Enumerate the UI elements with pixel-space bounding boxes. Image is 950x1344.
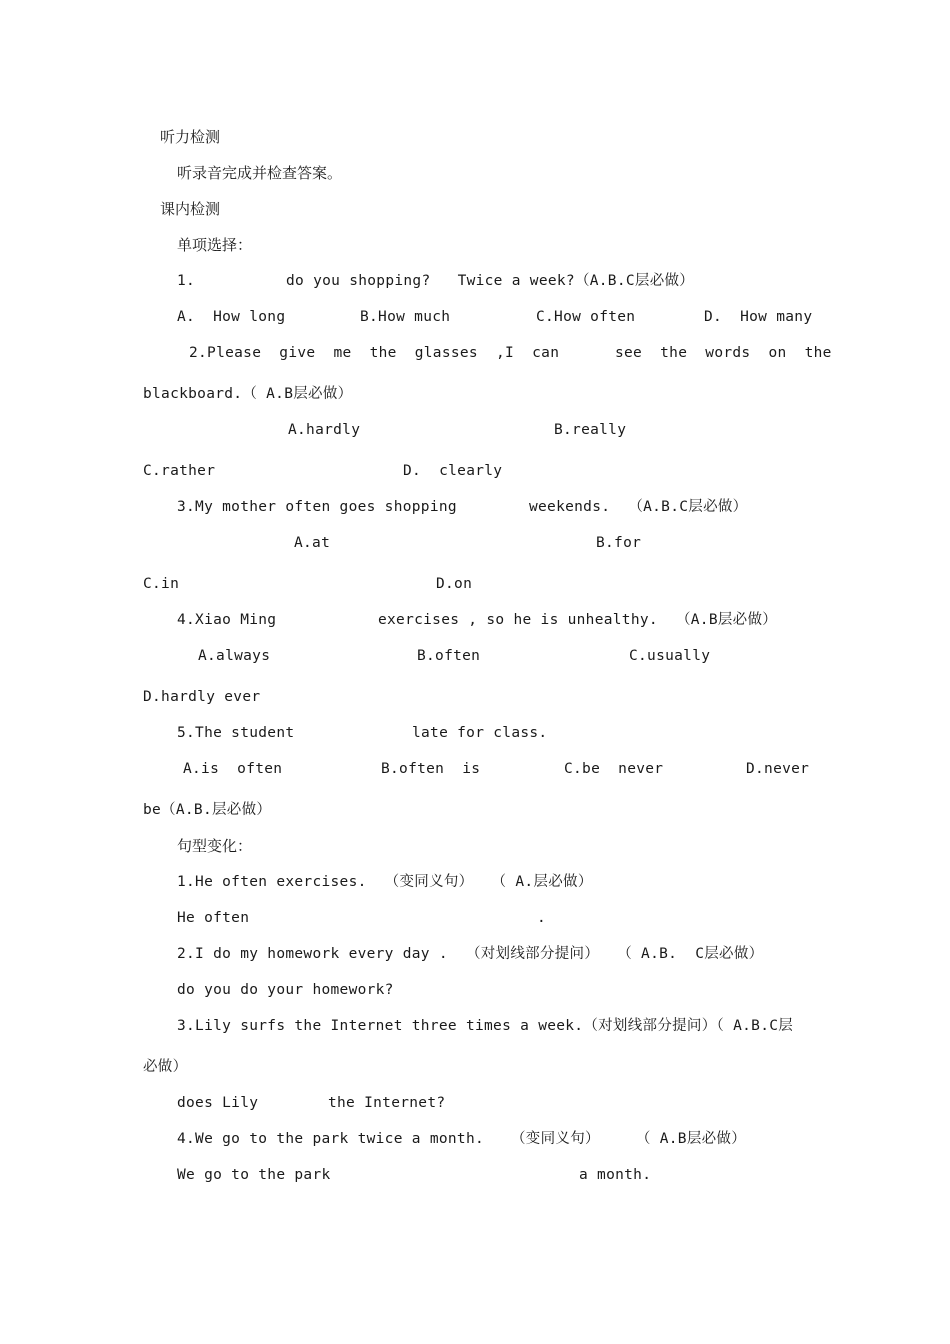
q1-number: 1.	[177, 273, 196, 289]
t3-answer-part2: the Internet?	[328, 1095, 446, 1111]
q4-stem-part1: 4.Xiao Ming	[177, 612, 277, 628]
t4-answer-part2: a month.	[579, 1167, 652, 1183]
t3-stem: 3.Lily surfs the Internet three times a week.（对划线部分提问）（ A.B.C层	[177, 1018, 794, 1034]
q1-option-b: B.How much	[360, 309, 451, 325]
q2-option-b: B.really	[554, 422, 627, 438]
q2-stem-part2: see the words on the	[615, 345, 832, 361]
q4-option-b: B.often	[417, 648, 481, 664]
sentence-change-title: 句型变化：	[177, 837, 253, 855]
q5-option-b: B.often is	[381, 761, 481, 777]
q5-option-d: D.never	[746, 761, 810, 777]
listening-title: 听力检测	[160, 128, 221, 146]
q3-stem-part1: 3.My mother often goes shopping	[177, 499, 457, 515]
q1-option-d: D. How many	[704, 309, 813, 325]
q1-option-a: A. How long	[177, 309, 286, 325]
single-choice-title: 单项选择：	[177, 236, 253, 254]
q4-option-d: D.hardly ever	[143, 689, 261, 705]
q5-stem-tail: be（A.B.层必做）	[143, 802, 272, 818]
t2-answer: do you do your homework?	[177, 982, 394, 998]
q2-option-c: C.rather	[143, 463, 216, 479]
q4-stem-part2: exercises , so he is unhealthy. （A.B层必做）	[378, 612, 778, 628]
q5-stem-part2: late for class.	[412, 725, 548, 741]
q3-option-b: B.for	[596, 535, 642, 551]
t4-answer-part1: We go to the park	[177, 1167, 331, 1183]
q3-option-a: A.at	[294, 535, 331, 551]
q1-stem: do you shopping? Twice a week?（A.B.C层必做）	[286, 273, 695, 289]
q3-option-d: D.on	[436, 576, 473, 592]
q3-stem-part2: weekends. （A.B.C层必做）	[529, 499, 748, 515]
q2-option-d: D. clearly	[403, 463, 503, 479]
q2-option-a: A.hardly	[288, 422, 361, 438]
q2-stem-part3: blackboard.（ A.B层必做）	[143, 386, 353, 402]
q3-option-c: C.in	[143, 576, 180, 592]
t3-stem-tail: 必做）	[143, 1059, 188, 1075]
q2-stem-part1: 2.Please give me the glasses ,I can	[189, 345, 560, 361]
t3-answer-part1: does Lily	[177, 1095, 259, 1111]
q5-option-a: A.is often	[183, 761, 283, 777]
listening-text: 听录音完成并检查答案。	[177, 164, 343, 182]
inclass-title: 课内检测	[160, 200, 221, 218]
q5-option-c: C.be never	[564, 761, 664, 777]
t1-answer-part2: .	[537, 910, 547, 926]
q4-option-a: A.always	[198, 648, 271, 664]
t4-stem-part2: （变同义句） （ A.B层必做）	[511, 1131, 747, 1147]
q1-option-c: C.How often	[536, 309, 636, 325]
t1-stem: 1.He often exercises. （变同义句） （ A.层必做）	[177, 874, 593, 890]
t4-stem-part1: 4.We go to the park twice a month.	[177, 1131, 485, 1147]
t1-answer-part1: He often	[177, 910, 250, 926]
t2-stem: 2.I do my homework every day . （对划线部分提问） （ A.B. C层必做）	[177, 946, 764, 962]
q5-stem-part1: 5.The student	[177, 725, 295, 741]
q4-option-c: C.usually	[629, 648, 711, 664]
